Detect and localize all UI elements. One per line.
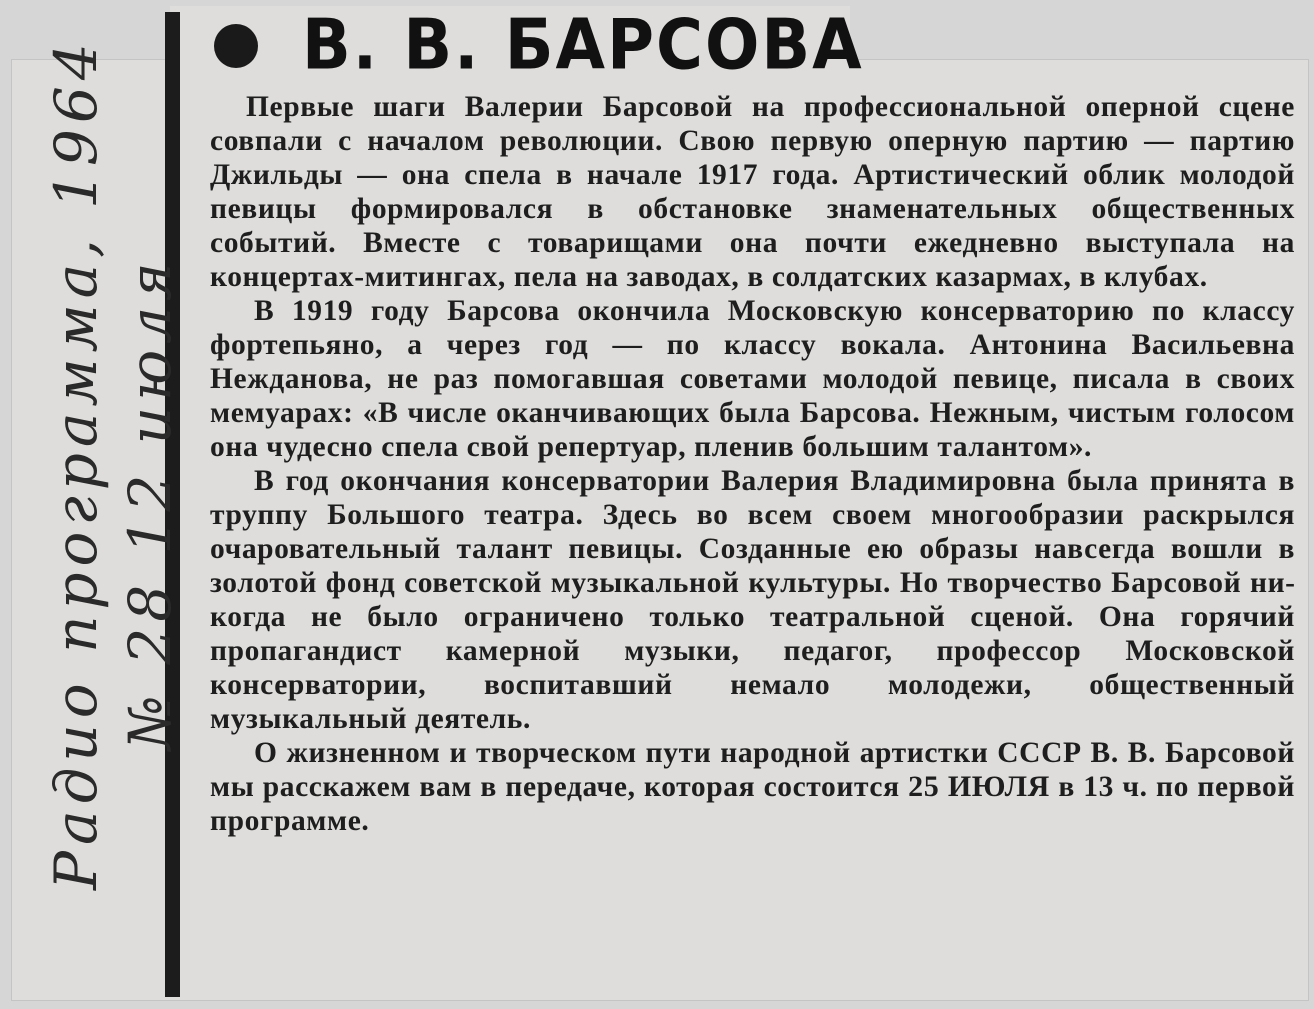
final-text-before: О жизненном и творческом пути народной артистки СССР В. В. Барсовой мы расскажем вам в передаче, которая состоится: [210, 737, 1295, 803]
article-body: [210, 90, 1295, 838]
article-title: В. В. БАРСОВА: [302, 6, 864, 86]
article-paragraph-4: [210, 736, 1295, 838]
handwritten-line-2: № 28 12 июля: [116, 256, 184, 750]
handwritten-line-1: Радио программа, 1964: [42, 37, 110, 890]
article-heading: [214, 6, 864, 86]
bullet-icon: [214, 24, 258, 68]
final-text-after: в 13 ч. по первой программе.: [210, 771, 1295, 837]
article-paragraph-1: Первые шаги Валерии Барсовой на профессиональной оперной сцене совпали с началом революции. Свою первую оперную партию — партию Джильды — она спела в начале 1917 года. Артистический облик молодой певицы формировался в обстановке знаменательных общественных событий. Вместе с товарищами она почти ежедневно выступала на концертах-митингах, пела на заводах, в солдатских казармах, в клубах.: [210, 91, 1295, 293]
broadcast-date: 25 ИЮЛЯ: [908, 770, 1050, 803]
article-paragraph-3: В год окончания консерватории Валерия Владимировна была принята в труппу Большого театра. Здесь во всем своем многообразии раскрылся очаровательный талант певицы. Созданные ею образы навсегда вошли в золотой фонд советской музыкальной культуры. Но творчество Барсовой никогда не было ограничено только театральной сценой. Она горячий пропагандист камерной музыки, педагог, профессор Московской консерватории, воспитавший немало молодежи, общественный музыкальный деятель.: [210, 465, 1295, 735]
handwritten-note: [12, 30, 184, 990]
article-paragraph-2: В 1919 году Барсова окончила Московскую консерваторию по классу фортепьяно, а через год — по классу вокала. Антонина Васильевна Нежданова, не раз помогавшая советами молодой певице, писала в своих мемуарах: «В числе оканчивающих была Барсова. Нежным, чистым голосом она чудесно спела свой репертуар, пленив большим талантом».: [210, 295, 1295, 463]
